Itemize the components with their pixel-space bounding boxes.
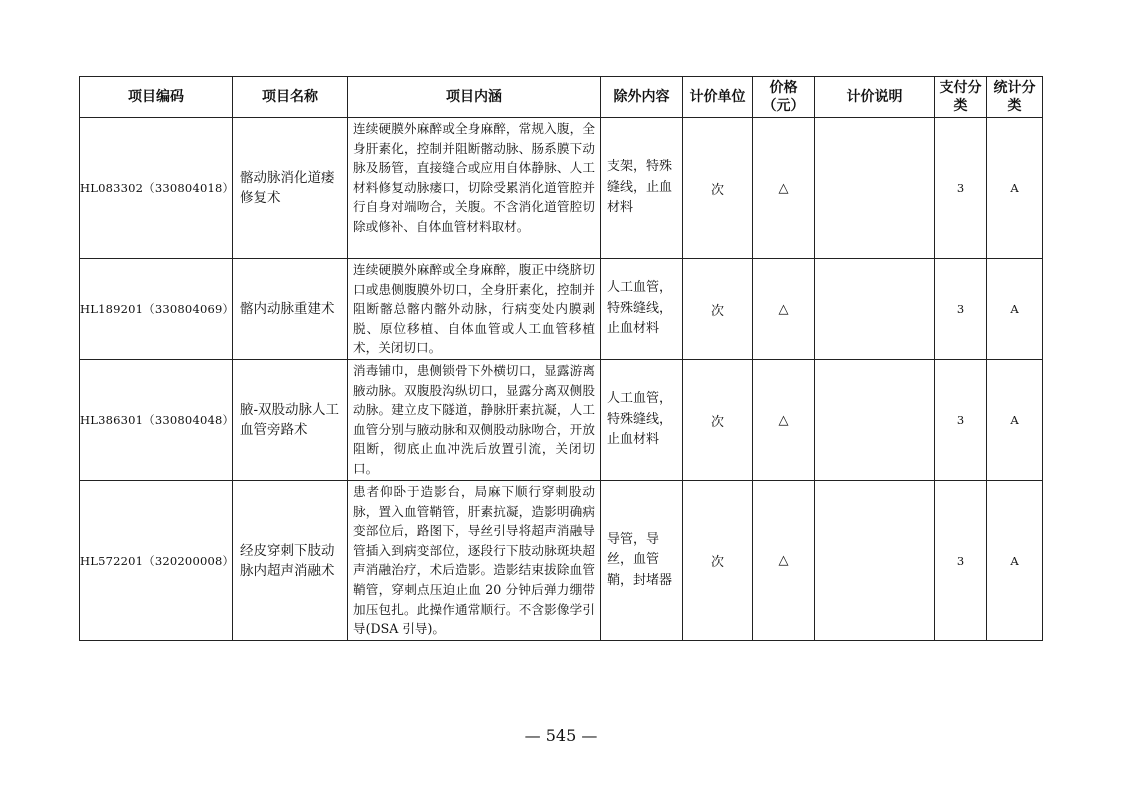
row-unit: 次 [683, 118, 753, 259]
row-payment-class: 3 [935, 360, 987, 481]
header-unit: 计价单位 [683, 77, 753, 118]
row-stat-class: A [987, 118, 1043, 259]
table-row [80, 360, 1043, 481]
row-price: △ [753, 360, 815, 481]
row-exclusions: 人工血管，特殊缝线，止血材料 [601, 360, 683, 481]
table-row [80, 481, 1043, 641]
row-content: 连续硬膜外麻醉或全身麻醉，常规入腹，全身肝素化，控制并阻断髂动脉、肠系膜下动脉及肠管，直接缝合或应用自体静脉、人工材料修复动脉瘘口，切除受累消化道管腔并行自身对端吻合，关腹。不含消化道管腔切除或修补、自体血管材料取材。 [348, 118, 601, 259]
header-name: 项目名称 [233, 77, 348, 118]
row-exclusions: 支架，特殊缝线，止血材料 [601, 118, 683, 259]
row-unit: 次 [683, 360, 753, 481]
row-content: 患者仰卧于造影台，局麻下顺行穿刺股动脉，置入血管鞘管，肝素抗凝，造影明确病变部位后，路图下，导丝引导将超声消融导管插入到病变部位，逐段行下肢动脉斑块超声消融治疗，术后造影。造影结束拔除血管鞘管，穿刺点压迫止血 20 分钟后弹力绷带加压包扎。此操作通常顺行。不含影像学引导(DSA 引导)。 [348, 481, 601, 641]
row-pricing-note [815, 259, 935, 360]
header-pricing-note: 计价说明 [815, 77, 935, 118]
row-exclusions: 导管，导丝，血管鞘，封堵器 [601, 481, 683, 641]
row-unit: 次 [683, 481, 753, 641]
header-exclusions: 除外内容 [601, 77, 683, 118]
row-stat-class: A [987, 481, 1043, 641]
row-price: △ [753, 118, 815, 259]
row-name: 髂动脉消化道瘘修复术 [233, 118, 348, 259]
header-row [80, 77, 1043, 118]
pricing-table [79, 76, 1043, 641]
header-content: 项目内涵 [348, 77, 601, 118]
pricing-table-container [79, 76, 1042, 641]
row-price: △ [753, 259, 815, 360]
row-code: HL386301（330804048） [80, 360, 233, 481]
page-number: — 545 — [524, 726, 598, 745]
row-content: 连续硬膜外麻醉或全身麻醉，腹正中绕脐切口或患侧腹膜外切口，全身肝素化，控制并阻断髂总髂内髂外动脉，行病变处内膜剥脱、原位移植、自体血管或人工血管移植术，关闭切口。 [348, 259, 601, 360]
row-stat-class: A [987, 360, 1043, 481]
row-pricing-note [815, 118, 935, 259]
row-payment-class: 3 [935, 118, 987, 259]
row-name: 髂内动脉重建术 [233, 259, 348, 360]
table-row [80, 259, 1043, 360]
row-code: HL572201（320200008） [80, 481, 233, 641]
header-code: 项目编码 [80, 77, 233, 118]
row-name: 经皮穿刺下肢动脉内超声消融术 [233, 481, 348, 641]
row-code: HL083302（330804018） [80, 118, 233, 259]
row-code: HL189201（330804069） [80, 259, 233, 360]
header-payment-class: 支付分类 [935, 77, 987, 118]
row-pricing-note [815, 481, 935, 641]
row-unit: 次 [683, 259, 753, 360]
row-pricing-note [815, 360, 935, 481]
row-stat-class: A [987, 259, 1043, 360]
row-content: 消毒铺巾，患侧锁骨下外横切口，显露游离腋动脉。双腹股沟纵切口，显露分离双侧股动脉。建立皮下隧道，静脉肝素抗凝，人工血管分别与腋动脉和双侧股动脉吻合，开放阻断，彻底止血冲洗后放置引流，关闭切口。 [348, 360, 601, 481]
row-exclusions: 人工血管，特殊缝线，止血材料 [601, 259, 683, 360]
row-price: △ [753, 481, 815, 641]
row-name: 腋-双股动脉人工血管旁路术 [233, 360, 348, 481]
row-payment-class: 3 [935, 481, 987, 641]
header-price: 价格（元） [753, 77, 815, 118]
row-payment-class: 3 [935, 259, 987, 360]
table-row [80, 118, 1043, 259]
header-stat-class: 统计分类 [987, 77, 1043, 118]
